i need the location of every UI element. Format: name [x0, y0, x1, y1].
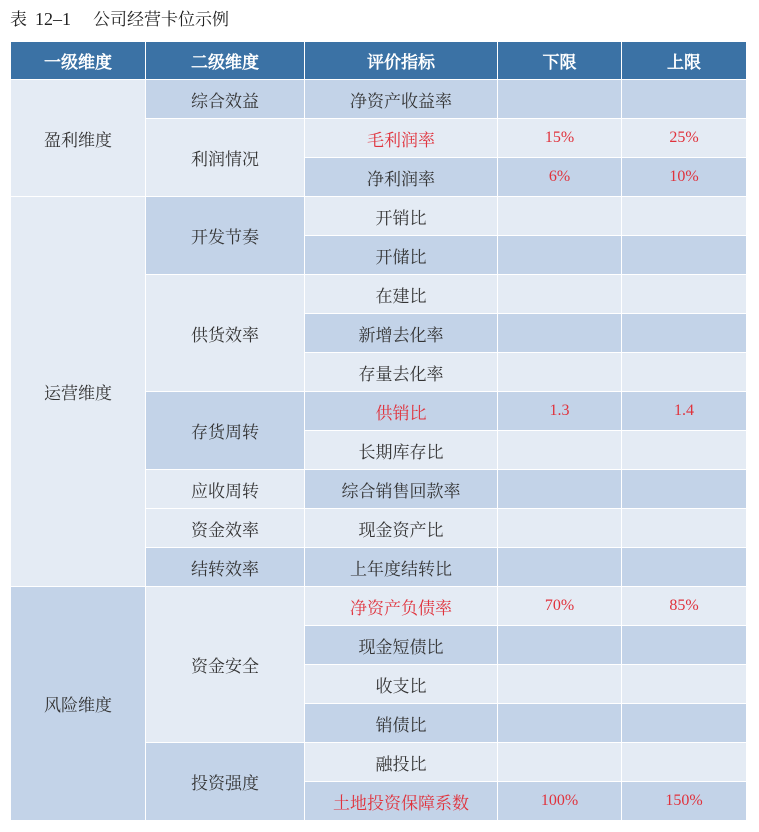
table-row [11, 80, 747, 119]
high-cell [622, 275, 747, 314]
high-cell [622, 509, 747, 548]
metric-cell: 现金资产比 [305, 509, 498, 548]
metric-cell: 现金短债比 [305, 626, 498, 665]
metric-cell: 净利润率 [305, 158, 498, 197]
header-row [11, 42, 747, 80]
low-cell [498, 665, 622, 704]
table-row [11, 197, 747, 236]
low-cell [498, 80, 622, 119]
metric-cell: 存量去化率 [305, 353, 498, 392]
high-cell [622, 197, 747, 236]
metric-cell: 净资产收益率 [305, 80, 498, 119]
subdim-cell: 存货周转 [146, 392, 305, 470]
subdim-cell: 资金安全 [146, 587, 305, 743]
low-cell [498, 314, 622, 353]
metric-cell: 供销比 [305, 392, 498, 431]
metric-cell: 净资产负债率 [305, 587, 498, 626]
high-cell [622, 314, 747, 353]
high-cell: 85% [622, 587, 747, 626]
high-cell [622, 353, 747, 392]
subdim-cell: 应收周转 [146, 470, 305, 509]
metric-cell: 综合销售回款率 [305, 470, 498, 509]
high-cell [622, 470, 747, 509]
high-cell [622, 80, 747, 119]
high-cell: 150% [622, 782, 747, 821]
caption-number: 12–1 [35, 9, 71, 29]
low-cell: 70% [498, 587, 622, 626]
low-cell [498, 509, 622, 548]
table-row [11, 587, 747, 626]
header-metric: 评价指标 [305, 42, 498, 80]
metric-cell: 上年度结转比 [305, 548, 498, 587]
subdim-cell: 利润情况 [146, 119, 305, 197]
subdim-cell: 资金效率 [146, 509, 305, 548]
low-cell [498, 353, 622, 392]
subdim-cell: 综合效益 [146, 80, 305, 119]
subdim-cell: 开发节奏 [146, 197, 305, 275]
high-cell [622, 665, 747, 704]
high-cell [622, 548, 747, 587]
caption-title: 公司经营卡位示例 [93, 10, 229, 30]
high-cell [622, 704, 747, 743]
metric-cell: 收支比 [305, 665, 498, 704]
low-cell: 1.3 [498, 392, 622, 431]
dim-cell: 运营维度 [11, 197, 146, 587]
low-cell: 6% [498, 158, 622, 197]
metric-cell: 在建比 [305, 275, 498, 314]
table-caption [10, 5, 229, 33]
low-cell [498, 743, 622, 782]
header-level2: 二级维度 [146, 42, 305, 80]
low-cell [498, 626, 622, 665]
header-level1: 一级维度 [11, 42, 146, 80]
metric-cell: 融投比 [305, 743, 498, 782]
low-cell [498, 431, 622, 470]
metric-cell: 销债比 [305, 704, 498, 743]
dim-cell: 盈利维度 [11, 80, 146, 197]
header-upper: 上限 [622, 42, 747, 80]
high-cell [622, 431, 747, 470]
high-cell [622, 236, 747, 275]
subdim-cell: 投资强度 [146, 743, 305, 821]
indicator-table [10, 41, 747, 821]
subdim-cell: 结转效率 [146, 548, 305, 587]
metric-cell: 开储比 [305, 236, 498, 275]
metric-cell: 长期库存比 [305, 431, 498, 470]
low-cell [498, 704, 622, 743]
low-cell: 15% [498, 119, 622, 158]
low-cell [498, 275, 622, 314]
high-cell [622, 626, 747, 665]
high-cell: 1.4 [622, 392, 747, 431]
low-cell [498, 548, 622, 587]
caption-label: 表 [10, 10, 27, 30]
metric-cell: 土地投资保障系数 [305, 782, 498, 821]
dim-cell: 风险维度 [11, 587, 146, 821]
high-cell [622, 743, 747, 782]
high-cell: 25% [622, 119, 747, 158]
metric-cell: 新增去化率 [305, 314, 498, 353]
low-cell [498, 470, 622, 509]
low-cell [498, 197, 622, 236]
subdim-cell: 供货效率 [146, 275, 305, 392]
header-lower: 下限 [498, 42, 622, 80]
high-cell: 10% [622, 158, 747, 197]
low-cell: 100% [498, 782, 622, 821]
metric-cell: 毛利润率 [305, 119, 498, 158]
metric-cell: 开销比 [305, 197, 498, 236]
low-cell [498, 236, 622, 275]
